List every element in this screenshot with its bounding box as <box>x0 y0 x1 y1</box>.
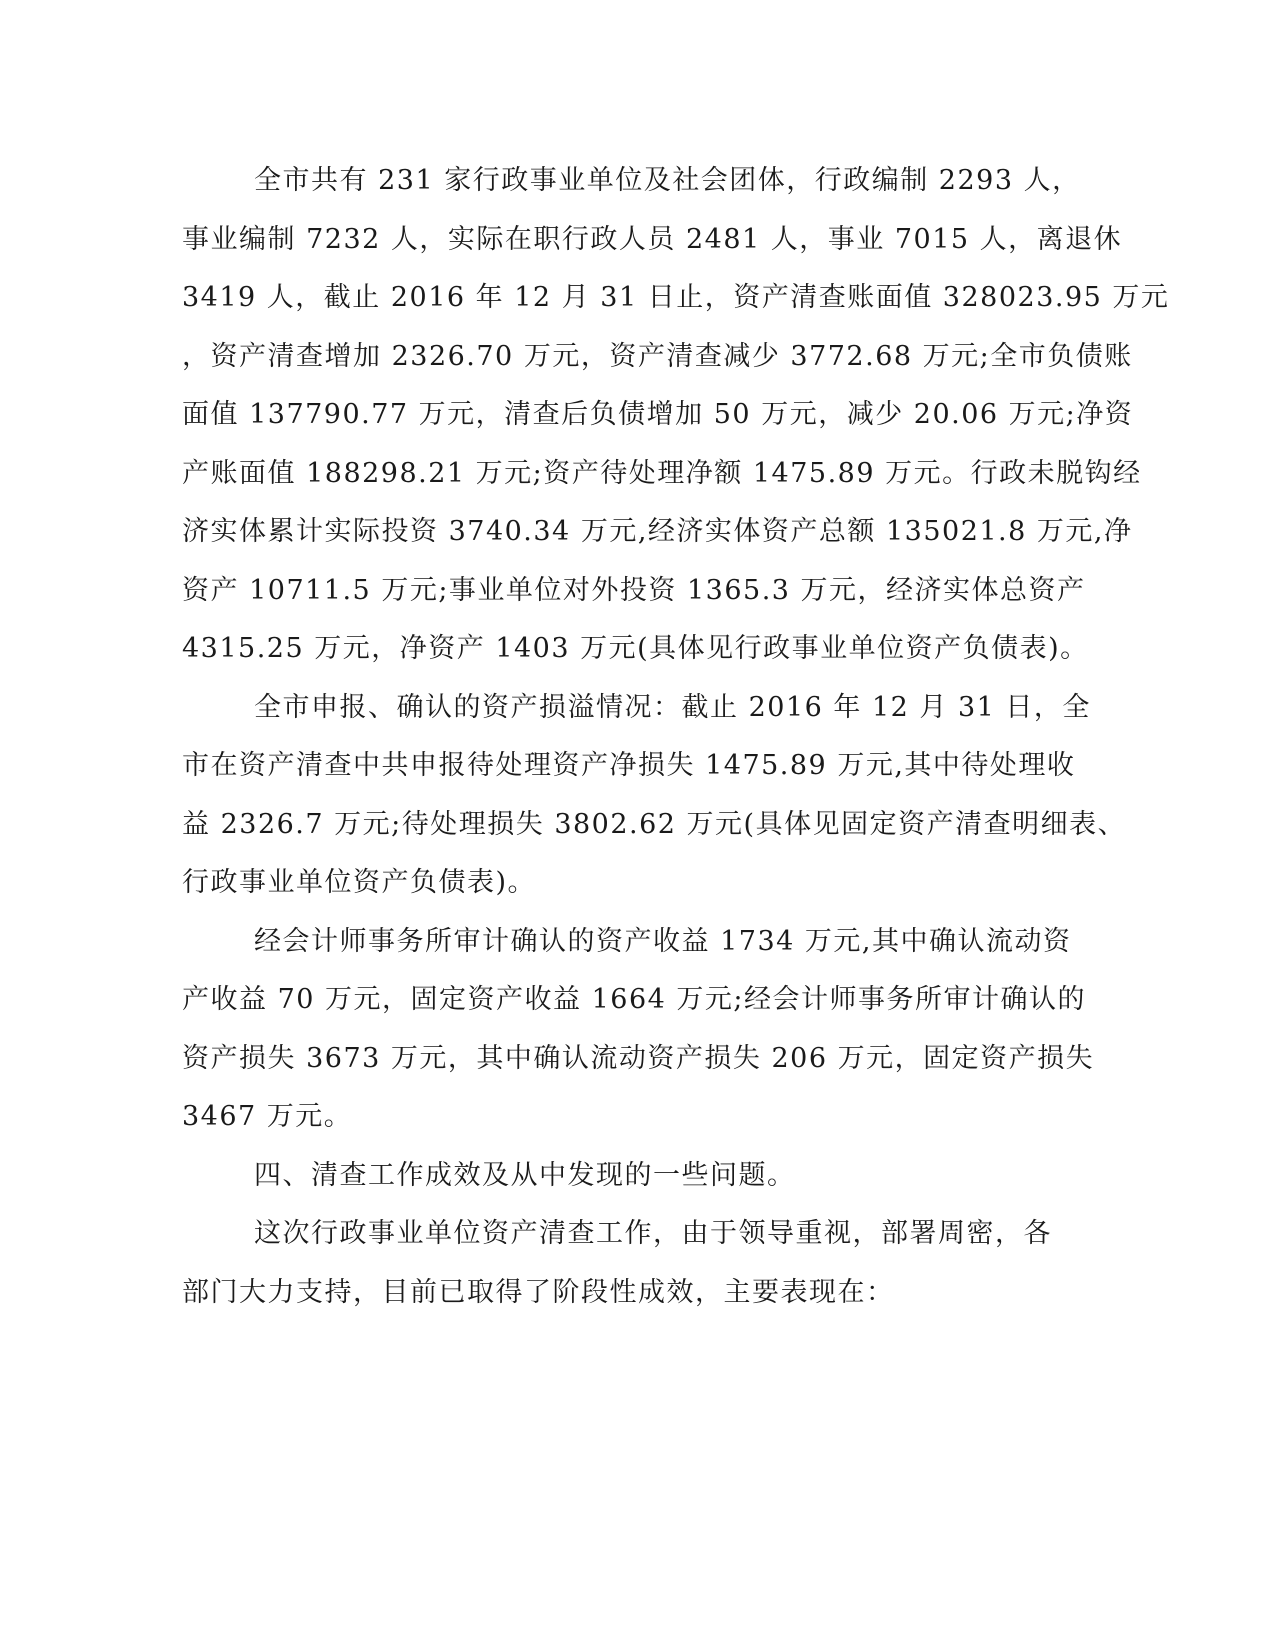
paragraph-line: 面值 137790.77 万元，清查后负债增加 50 万元，减少 20.06 万元;净资 <box>182 399 1134 430</box>
paragraph-line: 市在资产清查中共申报待处理资产净损失 1475.89 万元,其中待处理收 <box>182 750 1076 781</box>
paragraph-line: 资产 10711.5 万元;事业单位对外投资 1365.3 万元，经济实体总资产 <box>182 574 1086 606</box>
paragraph-line: 事业编制 7232 人，实际在职行政人员 2481 人，事业 7015 人，离退休 <box>182 223 1123 255</box>
paragraph-line: 全市申报、确认的资产损溢情况：截止 2016 年 12 月 31 日，全 <box>254 691 1091 723</box>
paragraph-line: 资产损失 3673 万元，其中确认流动资产损失 206 万元，固定资产损失 <box>182 1042 1095 1074</box>
section-heading-text: 四、清查工作成效及从中发现的一些问题。 <box>254 1159 796 1191</box>
document-body <box>182 152 1170 1322</box>
paragraph-line: 3467 万元。 <box>182 1101 353 1132</box>
paragraph-line: 3419 人，截止 2016 年 12 月 31 日止，资产清查账面值 328023.95 万元 <box>182 282 1170 313</box>
paragraph-summary <box>182 152 1170 679</box>
paragraph-line: 产账面值 188298.21 万元;资产待处理净额 1475.89 万元。行政未脱钩经 <box>182 457 1142 489</box>
section-heading <box>182 1147 1027 1206</box>
paragraph-line: 部门大力支持，目前已取得了阶段性成效，主要表现在： <box>182 1276 895 1308</box>
paragraph-audit <box>182 913 1095 1147</box>
paragraph-line: 4315.25 万元，净资产 1403 万元(具体见行政事业单位资产负债表)。 <box>182 633 1089 664</box>
paragraph-line: 经会计师事务所审计确认的资产收益 1734 万元,其中确认流动资 <box>254 925 1072 957</box>
paragraph-line: 产收益 70 万元，固定资产收益 1664 万元;经会计师事务所审计确认的 <box>182 984 1086 1015</box>
paragraph-line: ，资产清查增加 2326.70 万元，资产清查减少 3772.68 万元;全市负债账 <box>182 340 1133 372</box>
paragraph-line: 全市共有 231 家行政事业单位及社会团体，行政编制 2293 人， <box>254 165 1081 196</box>
paragraph-gains-losses <box>182 679 1127 913</box>
paragraph-line: 益 2326.7 万元;待处理损失 3802.62 万元(具体见固定资产清查明细表、 <box>182 808 1127 840</box>
paragraph-results <box>182 1205 1052 1322</box>
paragraph-line: 济实体累计实际投资 3740.34 万元,经济实体资产总额 135021.8 万元,净 <box>182 516 1133 547</box>
paragraph-line: 行政事业单位资产负债表)。 <box>182 867 537 898</box>
paragraph-line: 这次行政事业单位资产清查工作，由于领导重视，部署周密，各 <box>254 1218 1052 1249</box>
